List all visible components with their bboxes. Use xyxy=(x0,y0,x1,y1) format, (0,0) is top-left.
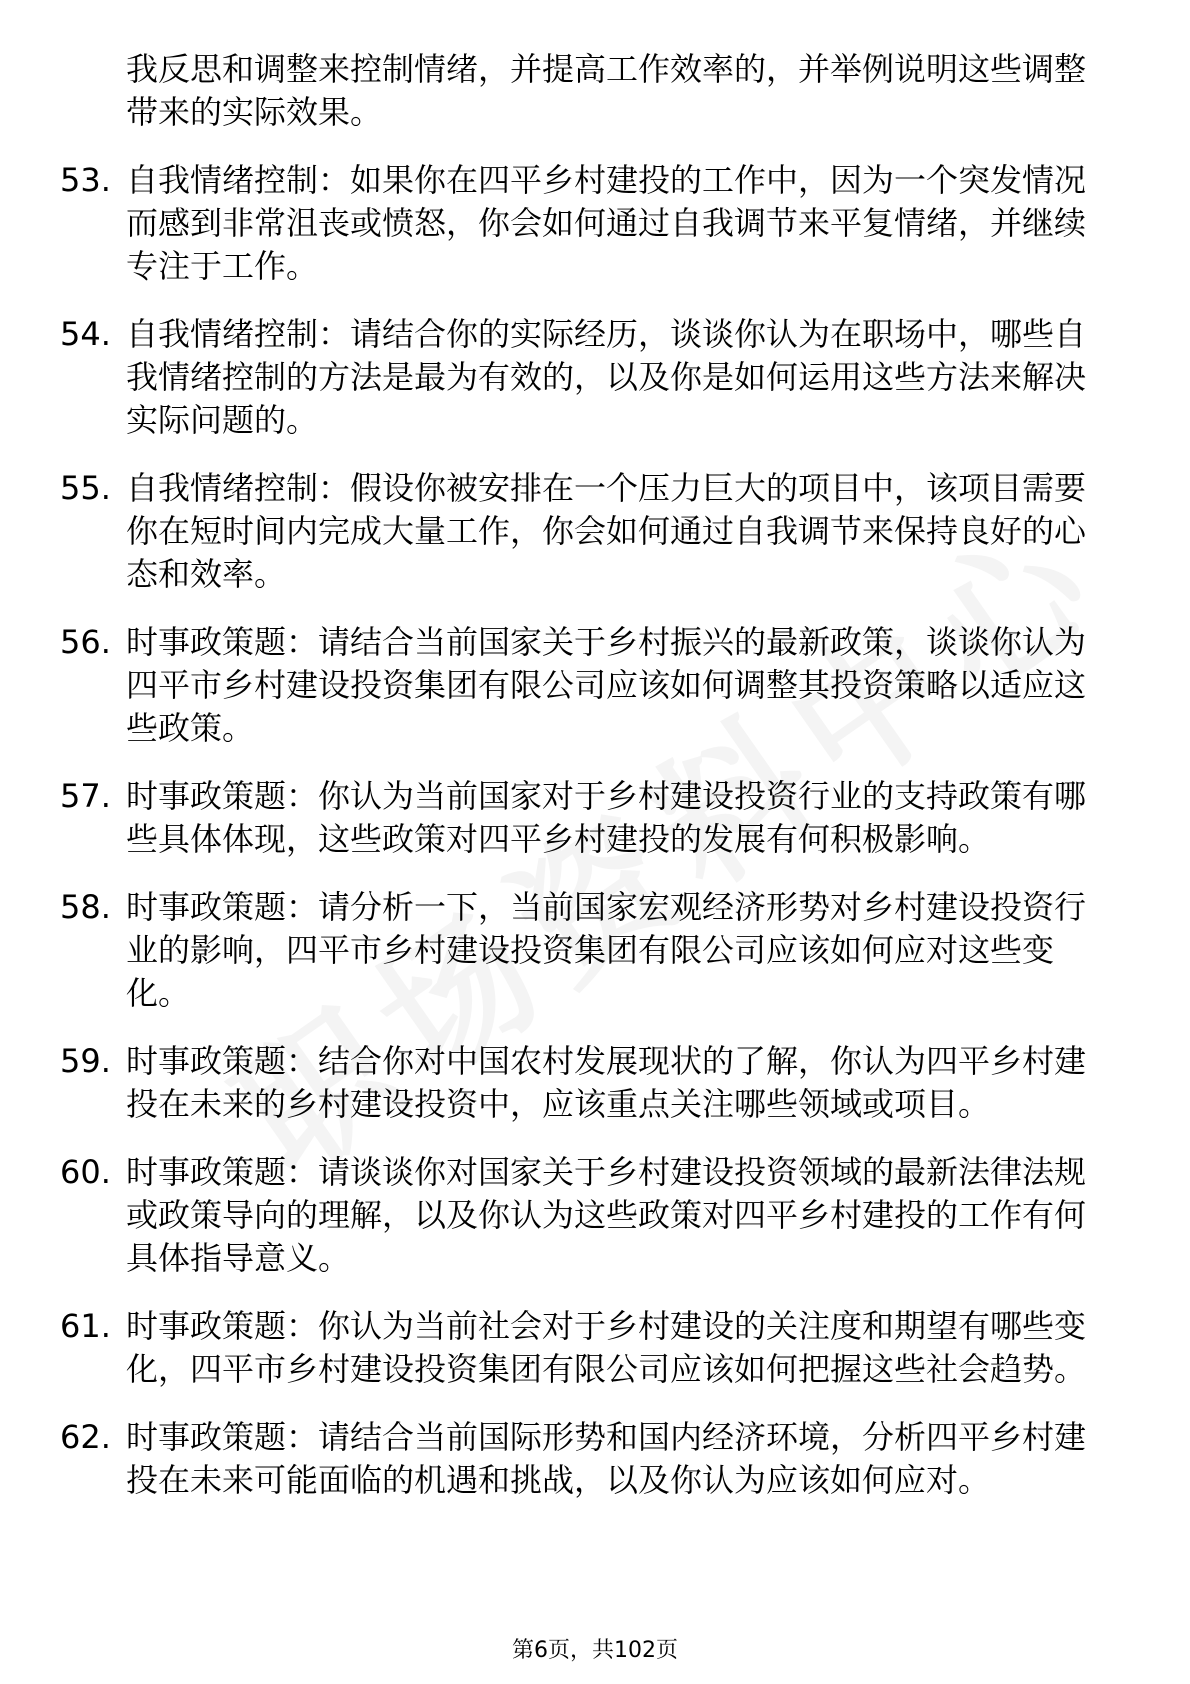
question-text: 时事政策题：请结合当前国家关于乡村振兴的最新政策，谈谈你认为四平市乡村建设投资集团有限公司应该如何调整其投资策略以适应这些政策。 xyxy=(126,623,1087,747)
list-item xyxy=(60,1305,1110,1391)
continuation-paragraph: 我反思和调整来控制情绪，并提高工作效率的，并举例说明这些调整带来的实际效果。 xyxy=(126,50,1087,131)
question-text: 时事政策题：你认为当前社会对于乡村建设的关注度和期望有哪些变化，四平市乡村建设投资集团有限公司应该如何把握这些社会趋势。 xyxy=(126,1307,1087,1388)
question-number: 58. xyxy=(60,888,111,926)
question-text: 时事政策题：请结合当前国际形势和国内经济环境，分析四平乡村建投在未来可能面临的机遇和挑战，以及你认为应该如何应对。 xyxy=(126,1418,1087,1499)
list-item xyxy=(60,886,1110,1015)
question-number: 54. xyxy=(60,315,111,353)
question-text: 时事政策题：请分析一下，当前国家宏观经济形势对乡村建设投资行业的影响，四平市乡村建设投资集团有限公司应该如何应对这些变化。 xyxy=(126,888,1087,1012)
question-text: 自我情绪控制：请结合你的实际经历，谈谈你认为在职场中，哪些自我情绪控制的方法是最为有效的，以及你是如何运用这些方法来解决实际问题的。 xyxy=(126,315,1087,439)
question-number: 59. xyxy=(60,1042,111,1080)
list-item xyxy=(60,1416,1110,1502)
list-item xyxy=(60,775,1110,861)
question-number: 62. xyxy=(60,1418,111,1456)
question-number: 53. xyxy=(60,161,111,199)
list-item xyxy=(60,467,1110,596)
question-text: 自我情绪控制：假设你被安排在一个压力巨大的项目中，该项目需要你在短时间内完成大量工作，你会如何通过自我调节来保持良好的心态和效率。 xyxy=(126,469,1087,593)
list-item xyxy=(60,1040,1110,1126)
list-item xyxy=(60,313,1110,442)
question-text: 自我情绪控制：如果你在四平乡村建投的工作中，因为一个突发情况而感到非常沮丧或愤怒，你会如何通过自我调节来平复情绪，并继续专注于工作。 xyxy=(126,161,1087,285)
question-number: 57. xyxy=(60,777,111,815)
question-text: 时事政策题：结合你对中国农村发展现状的了解，你认为四平乡村建投在未来的乡村建设投资中，应该重点关注哪些领域或项目。 xyxy=(126,1042,1087,1123)
question-text: 时事政策题：请谈谈你对国家关于乡村建设投资领域的最新法律法规或政策导向的理解，以及你认为这些政策对四平乡村建投的工作有何具体指导意义。 xyxy=(126,1153,1087,1277)
list-item xyxy=(60,1151,1110,1280)
question-number: 61. xyxy=(60,1307,111,1345)
page-footer: 第6页，共102页 xyxy=(512,1638,678,1663)
question-number: 60. xyxy=(60,1153,111,1191)
question-list xyxy=(60,159,1110,1502)
question-number: 56. xyxy=(60,623,111,661)
list-item xyxy=(60,159,1110,288)
list-item xyxy=(60,621,1110,750)
question-text: 时事政策题：你认为当前国家对于乡村建设投资行业的支持政策有哪些具体体现，这些政策对四平乡村建投的发展有何积极影响。 xyxy=(126,777,1087,858)
document-body xyxy=(60,48,1110,1502)
question-number: 55. xyxy=(60,469,111,507)
